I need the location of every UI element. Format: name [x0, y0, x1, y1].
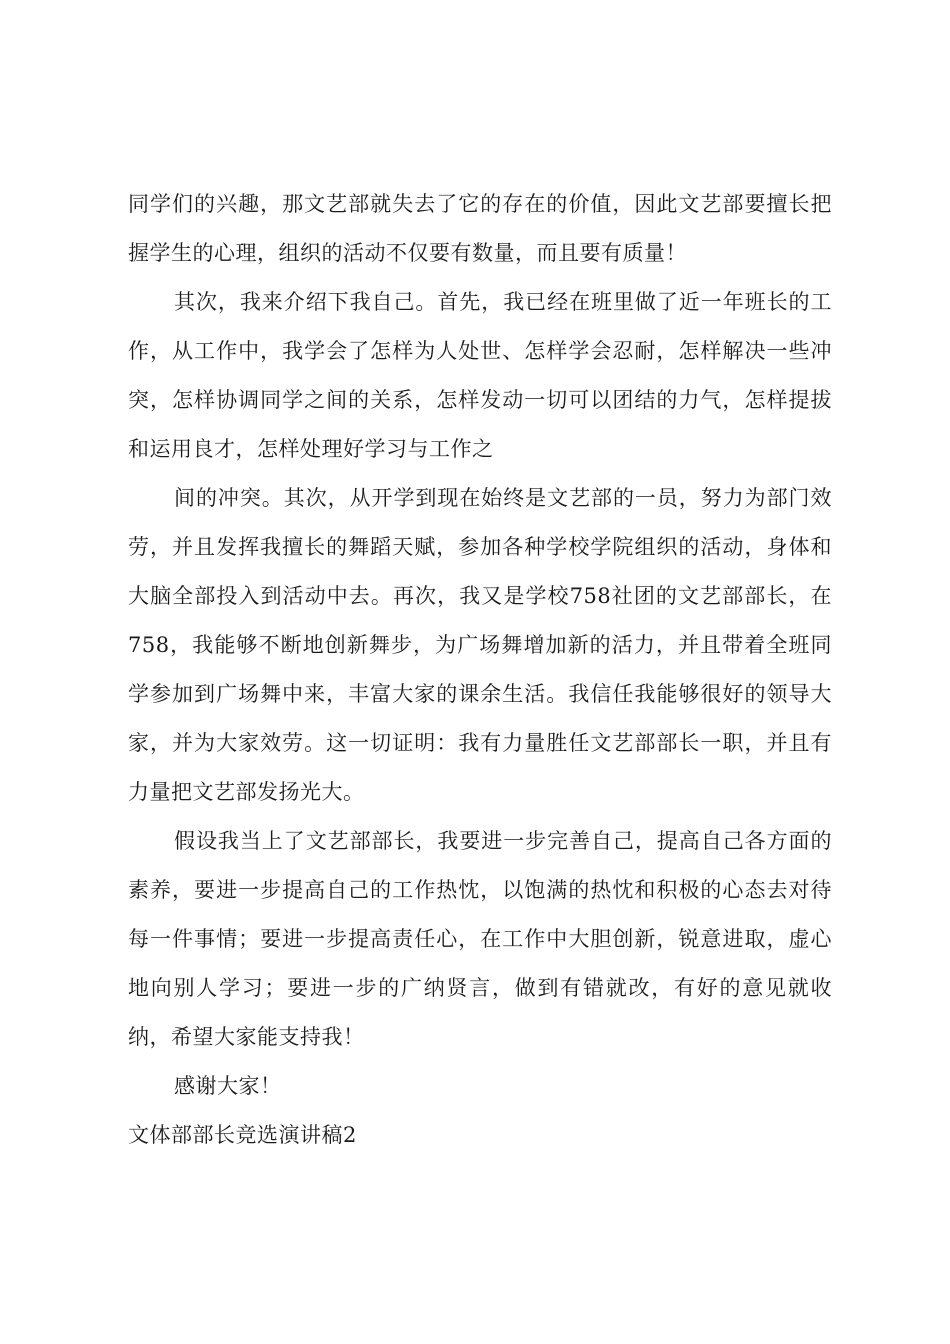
- paragraph-self-introduction: 其次，我来介绍下我自己。首先，我已经在班里做了近一年班长的工作，从工作中，我学会了怎样为人处世、怎样学会忍耐，怎样解决一些冲突，怎样协调同学之间的关系，怎样发动一切可以团结的力气，怎样提拔和运用良才，怎样处理好学习与工作之: [128, 290, 832, 461]
- next-speech-title: 文体部部长竞选演讲稿2: [128, 1123, 357, 1147]
- paragraph-thanks: 感谢大家！: [174, 1074, 282, 1098]
- document-body: [128, 180, 832, 1160]
- paragraph-plans: 假设我当上了文艺部部长，我要进一步完善自己，提高自己各方面的素养，要进一步提高自己的工作热忱，以饱满的热忱和积极的心态去对待每一件事情；要进一步提高责任心，在工作中大胆创新，锐意进取，虚心地向别人学习；要进一步的广纳贤言，做到有错就改，有好的意见就收纳，希望大家能支持我！: [128, 829, 832, 1049]
- paragraph-experience: 间的冲突。其次，从开学到现在始终是文艺部的一员，努力为部门效劳，并且发挥我擅长的舞蹈天赋，参加各种学校学院组织的活动，身体和大脑全部投入到活动中去。再次，我又是学校758社团的文艺部部长，在758，我能够不断地创新舞步，为广场舞增加新的活力，并且带着全班同学参加到广场舞中来，丰富大家的课余生活。我信任我能够很好的领导大家，并为大家效劳。这一切证明：我有力量胜任文艺部部长一职，并且有力量把文艺部发扬光大。: [128, 486, 832, 804]
- paragraph-continued: 同学们的兴趣，那文艺部就失去了它的存在的价值，因此文艺部要擅长把握学生的心理，组织的活动不仅要有数量，而且要有质量！: [128, 192, 832, 265]
